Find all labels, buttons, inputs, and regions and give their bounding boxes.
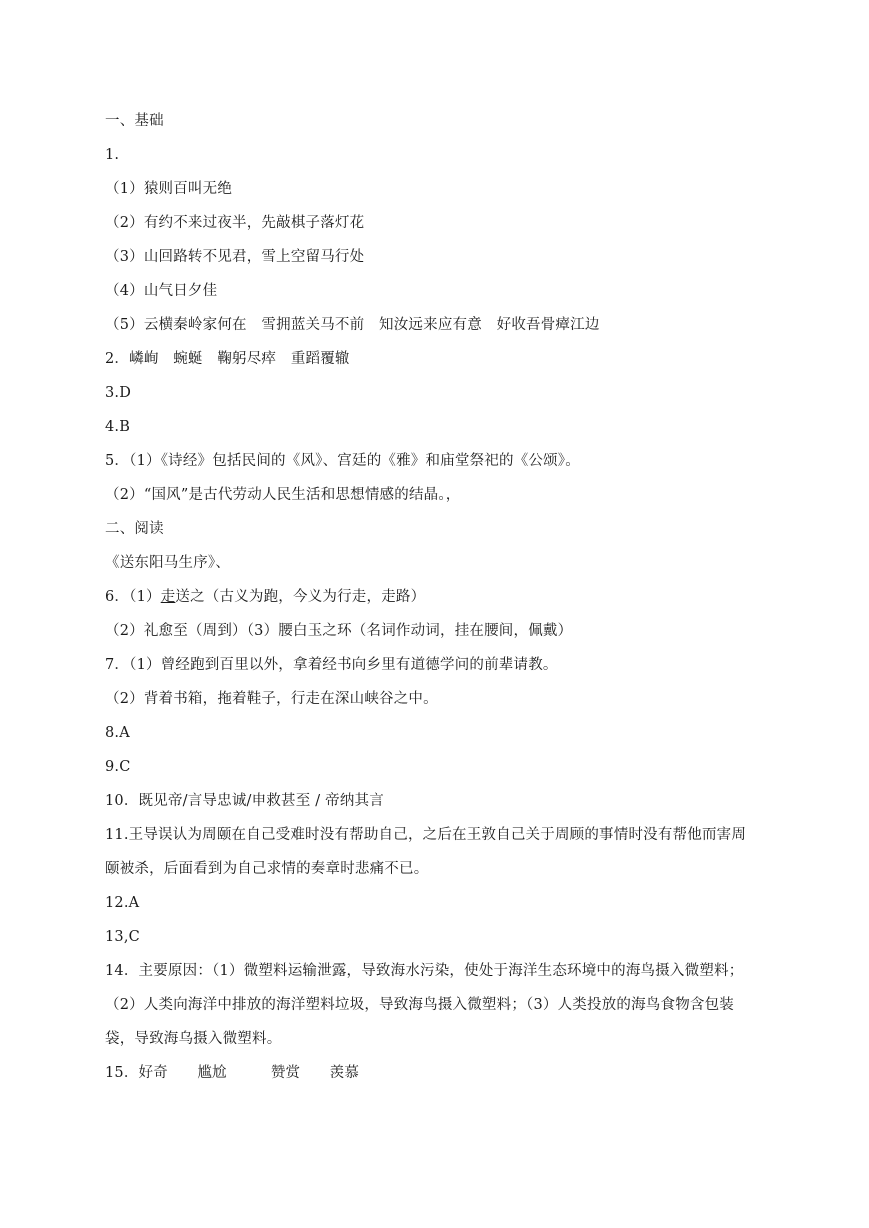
answer-1-2: （2）有约不来过夜半，先敲棋子落灯花 [105, 215, 365, 231]
answer-3: 3.D [105, 385, 132, 401]
question-1-number: 1. [105, 147, 120, 163]
answer-6-1-underlined: 走 [160, 589, 176, 605]
answer-6-2: （2）礼愈至（周到）（3）腰白玉之环（名词作动词，挂在腰间，佩戴） [105, 623, 573, 639]
answer-1-3: （3）山回路转不见君，雪上空留马行处 [105, 249, 365, 265]
answer-1-1: （1）猿则百叫无绝 [105, 181, 233, 197]
answer-1-4: （4）山气日夕佳 [105, 283, 218, 299]
answer-6-1 [105, 587, 785, 607]
answer-7-1: 7．（1）曾经跑到百里以外，拿着经书向乡里有道德学问的前辈请教。 [105, 657, 558, 673]
answer-1-5: （5）云横秦岭家何在 雪拥蓝关马不前 知汝远来应有意 好收吾骨瘴江边 [105, 317, 600, 333]
answer-11-line-2: 颐被杀，后面看到为自己求情的奏章时悲痛不已。 [105, 861, 429, 877]
answer-10: 10．既见帝/言导忠诚/申救甚至 / 帝纳其言 [105, 793, 384, 809]
section-heading-basic: 一、基础 [105, 113, 164, 129]
answer-4: 4.B [105, 419, 131, 435]
answer-15: 15．好奇 尴尬 赞赏 羡慕 [105, 1065, 360, 1081]
answer-13: 13,C [105, 929, 140, 945]
answer-14-line-1: 14．主要原因：（1）微塑料运输泄露，导致海水污染，使处于海洋生态环境中的海鸟摄入微塑料； [105, 963, 744, 979]
answer-5-2: （2）“国风”是古代劳动人民生活和思想情感的结晶。， [105, 487, 461, 503]
section-heading-reading: 二、阅读 [105, 521, 164, 537]
answer-14-line-2: （2）人类向海洋中排放的海洋塑料垃圾，导致海鸟摄入微塑料；（3）人类投放的海鸟食物含包装 [105, 997, 734, 1013]
answer-14-line-3: 袋，导致海乌摄入微塑料。 [105, 1031, 282, 1047]
answer-5-1: 5．（1）《诗经》包括民间的《风》、宫廷的《雅》和庙堂祭祀的《公颂》。 [105, 453, 580, 469]
answer-6-1-rest: 送之（古义为跑，今义为行走，走路） [175, 589, 426, 605]
reading-title: 《送东阳马生序》、 [105, 555, 231, 571]
answer-9: 9.C [105, 759, 131, 775]
answer-11-line-1: 11.王导误认为周颐在自己受难时没有帮助自己，之后在王敦自己关于周顾的事情时没有帮他而害周 [105, 827, 747, 843]
answer-12: 12.A [105, 895, 140, 911]
answer-7-2: （2）背着书箱，拖着鞋子，行走在深山峡谷之中。 [105, 691, 438, 707]
answer-6-1-prefix: 6．（1） [105, 589, 161, 605]
answer-2: 2．嶙峋 蜿蜒 鞠躬尽瘁 重蹈覆辙 [105, 351, 350, 367]
answer-8: 8.A [105, 725, 130, 741]
